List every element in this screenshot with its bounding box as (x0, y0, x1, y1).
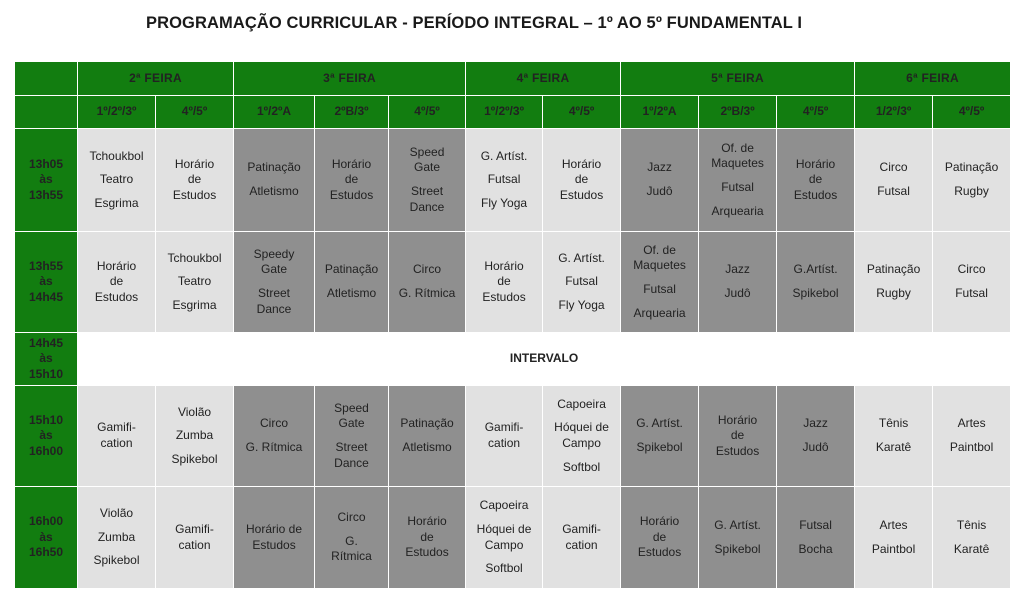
time-line: às (39, 172, 53, 187)
activity-cell (777, 232, 855, 333)
line-spacer (857, 278, 930, 286)
activity-line: Circo (879, 160, 908, 175)
activity-line: cation (100, 436, 133, 450)
line-spacer (545, 452, 618, 460)
activity-line: Arquearia (711, 203, 764, 218)
line-spacer (391, 432, 463, 440)
activity-line: Violão (177, 404, 212, 419)
activity-line: Judô (724, 286, 751, 300)
time-line: 13h05 (28, 156, 64, 171)
activity-line: Atletismo (402, 440, 452, 454)
activity-line: Tênis (956, 517, 987, 532)
line-spacer (701, 172, 774, 180)
schedule-row (15, 386, 1011, 487)
activity-cell (466, 386, 543, 487)
activity-cell (234, 232, 315, 333)
activity-cell (621, 487, 699, 589)
time-line: às (39, 428, 53, 443)
activity-line: Atletismo (326, 286, 377, 300)
activity-line: Horário (795, 156, 836, 171)
activity-cell (78, 129, 156, 232)
class-header: 4º/5º (389, 96, 466, 129)
activity-cell (699, 386, 777, 487)
activity-line: Fly Yoga (481, 195, 528, 210)
time-line: 16h00 (28, 514, 64, 529)
line-spacer (391, 278, 463, 286)
time-slot-cell (15, 487, 78, 589)
line-spacer (236, 278, 312, 286)
activity-cell (234, 129, 315, 232)
activity-line: Dance (409, 199, 445, 214)
activity-line: Campo (562, 436, 601, 450)
activity-line: Street (411, 184, 444, 198)
activity-line: Paintbol (871, 541, 916, 556)
line-spacer (545, 412, 618, 420)
activity-cell (699, 487, 777, 589)
activity-line: Jazz (647, 160, 672, 175)
activity-cell (933, 487, 1011, 589)
line-spacer (623, 176, 696, 184)
activity-line: de (420, 529, 434, 544)
activity-line: Horário (407, 514, 447, 529)
activity-line: Rugby (954, 184, 989, 198)
activity-cell (777, 129, 855, 232)
activity-line: Spikebol (714, 541, 761, 556)
activity-cell (543, 129, 621, 232)
activity-line: Futsal (487, 172, 521, 187)
activity-cell (389, 232, 466, 333)
class-header: 1/2º/3º (855, 96, 933, 129)
activity-line: Fly Yoga (558, 297, 605, 312)
activity-line: Street (258, 286, 291, 300)
activity-line: Gamifi- (484, 420, 524, 435)
activity-line: Spikebol (171, 451, 218, 466)
class-header: 1º/2º/3º (466, 96, 543, 129)
line-spacer (701, 196, 774, 204)
activity-line: Softbol (562, 459, 601, 474)
activity-line: Spikebol (792, 286, 839, 300)
activity-line: de (497, 274, 511, 289)
activity-line: de (730, 428, 745, 443)
time-line: 14h45 (28, 289, 64, 304)
activity-line: de (652, 529, 667, 544)
line-spacer (545, 290, 618, 298)
activity-line: Jazz (725, 262, 750, 277)
activity-cell (543, 487, 621, 589)
activity-line: Horário (96, 258, 137, 273)
activity-line: Circo (413, 262, 442, 277)
time-line: 15h10 (28, 412, 64, 427)
activity-line: Estudos (559, 187, 604, 202)
line-spacer (545, 266, 618, 274)
activity-line: Violão (99, 506, 134, 521)
activity-line: Patinação (247, 160, 301, 175)
activity-line: Karatê (875, 440, 912, 454)
activity-line: de (187, 172, 202, 187)
class-header-row (15, 96, 1011, 129)
activity-line: Dance (334, 455, 369, 470)
day-header: 6ª FEIRA (855, 62, 1011, 96)
activity-cell (933, 129, 1011, 232)
activity-line: Of. de (643, 242, 676, 257)
line-spacer (158, 290, 231, 298)
activity-cell (156, 232, 234, 333)
activity-line: G. Rítmica (245, 440, 303, 454)
activity-line: Zumba (97, 529, 136, 544)
activity-cell (156, 386, 234, 487)
activity-line: Hóquei de (476, 521, 532, 536)
time-slot-cell (15, 129, 78, 232)
class-header: 4º/5º (156, 96, 234, 129)
activity-line: Gate (261, 262, 288, 277)
time-line: 16h50 (28, 545, 64, 560)
line-spacer (158, 444, 231, 452)
activity-line: Futsal (799, 517, 832, 532)
activity-line: Estudos (715, 443, 760, 458)
activity-cell (234, 487, 315, 589)
class-header: 4º/5º (777, 96, 855, 129)
activity-line: G. Artíst. (480, 148, 528, 163)
activity-line: Tchoukbol (167, 250, 222, 265)
class-header: 2ºB/3º (315, 96, 389, 129)
time-line: às (39, 274, 53, 289)
time-line: 13h55 (28, 258, 64, 273)
day-header-row (15, 62, 1011, 96)
schedule-row (15, 487, 1011, 589)
activity-cell (315, 487, 389, 589)
activity-line: de (109, 274, 124, 289)
activity-cell (315, 129, 389, 232)
line-spacer (468, 514, 540, 522)
line-spacer (158, 420, 231, 428)
class-header: 4º/5º (543, 96, 621, 129)
line-spacer (779, 534, 852, 542)
page-title: PROGRAMAÇÃO CURRICULAR - PERÍODO INTEGRAL – 1º AO 5º FUNDAMENTAL I (146, 14, 803, 32)
activity-line: Rítmica (331, 549, 372, 564)
activity-cell (621, 129, 699, 232)
activity-line: Horário (639, 514, 680, 529)
line-spacer (701, 278, 774, 286)
activity-line: Artes (879, 517, 908, 532)
class-header: 1º/2ºA (621, 96, 699, 129)
schedule-table (14, 61, 1011, 589)
activity-line: Spikebol (636, 440, 683, 454)
activity-line: Estudos (637, 545, 682, 560)
time-slot-cell (15, 386, 78, 487)
activity-line: G. Artíst. (636, 416, 683, 431)
activity-line: Estudos (793, 187, 838, 202)
activity-line: Esgrima (94, 195, 139, 210)
activity-cell (855, 129, 933, 232)
activity-line: Futsal (721, 180, 754, 194)
line-spacer (80, 164, 153, 172)
activity-line: Artes (957, 416, 986, 431)
activity-cell (466, 487, 543, 589)
activity-line: de (574, 172, 589, 187)
line-spacer (857, 176, 930, 184)
activity-line: Arquearia (633, 305, 686, 320)
activity-cell (78, 386, 156, 487)
activity-line: cation (488, 436, 521, 450)
activity-line: Softbol (485, 561, 523, 576)
activity-cell (699, 232, 777, 333)
activity-line: Campo (484, 537, 524, 552)
activity-line: Rugby (876, 286, 911, 300)
line-spacer (468, 164, 540, 172)
activity-cell (621, 386, 699, 487)
activity-line: Circo (337, 510, 366, 525)
day-header: 4ª FEIRA (466, 62, 621, 96)
time-line: 15h10 (28, 366, 64, 381)
activity-line: Atletismo (249, 184, 299, 198)
schedule-row (15, 129, 1011, 232)
time-line: 13h55 (28, 187, 64, 202)
activity-cell (699, 129, 777, 232)
activity-line: Bocha (798, 541, 833, 556)
activity-cell (466, 232, 543, 333)
activity-line: Estudos (94, 289, 139, 304)
line-spacer (935, 278, 1008, 286)
activity-line: Dance (256, 301, 292, 316)
line-spacer (236, 176, 312, 184)
activity-line: Zumba (175, 428, 214, 443)
line-spacer (623, 274, 696, 282)
activity-line: Estudos (329, 187, 374, 202)
activity-cell (389, 386, 466, 487)
break-row (15, 333, 1011, 386)
activity-line: Judô (646, 184, 673, 198)
activity-line: G. Artíst. (714, 517, 761, 532)
activity-line: Paintbol (949, 440, 994, 454)
day-header: 2ª FEIRA (78, 62, 234, 96)
line-spacer (317, 432, 386, 440)
activity-cell (777, 487, 855, 589)
activity-line: cation (565, 537, 598, 552)
activity-line: Estudos (482, 289, 526, 304)
activity-line: Tênis (878, 416, 909, 431)
activity-line: Estudos (252, 537, 296, 552)
activity-line: Speedy (253, 246, 295, 261)
activity-line: de (808, 172, 823, 187)
activity-line: G. Artíst. (558, 250, 605, 265)
activity-line: Judô (802, 440, 829, 454)
activity-line: Capoeira (557, 396, 606, 411)
break-time-cell (15, 333, 78, 386)
activity-line: Futsal (565, 274, 598, 289)
line-spacer (468, 188, 540, 196)
activity-line: Street (335, 440, 368, 454)
activity-line: Hóquei de (554, 420, 609, 435)
activity-line: Gamifi- (97, 420, 136, 435)
activity-line: Gamifi- (175, 521, 214, 536)
activity-line: Horário (717, 412, 758, 427)
activity-cell (315, 232, 389, 333)
line-spacer (935, 432, 1008, 440)
activity-line: Estudos (405, 545, 449, 560)
line-spacer (935, 534, 1008, 542)
class-header: 1º/2º/3º (78, 96, 156, 129)
activity-cell (234, 386, 315, 487)
line-spacer (623, 432, 696, 440)
line-spacer (857, 534, 930, 542)
time-line: às (39, 529, 53, 544)
day-header: 5ª FEIRA (621, 62, 855, 96)
activity-cell (621, 232, 699, 333)
class-header: 4º/5º (933, 96, 1011, 129)
activity-line: Patinação (400, 416, 454, 431)
break-label: INTERVALO (78, 333, 1011, 386)
activity-line: Capoeira (479, 498, 529, 513)
activity-line: de (344, 172, 359, 187)
activity-line: Maquetes (711, 156, 764, 171)
line-spacer (935, 176, 1008, 184)
line-spacer (779, 278, 852, 286)
activity-line: Horário (484, 258, 524, 273)
activity-line: Patinação (866, 262, 921, 277)
class-header: 1º/2ºA (234, 96, 315, 129)
activity-line: G.Artíst. (793, 262, 838, 277)
activity-line: Gate (338, 416, 365, 431)
schedule-row (15, 232, 1011, 333)
activity-line: Tchoukbol (89, 148, 144, 163)
activity-cell (855, 386, 933, 487)
activity-line: Esgrima (172, 297, 217, 312)
activity-line: Circo (957, 262, 986, 277)
line-spacer (80, 545, 153, 553)
activity-cell (543, 386, 621, 487)
activity-line: Estudos (172, 187, 217, 202)
time-slot-cell (15, 232, 78, 333)
line-spacer (779, 432, 852, 440)
activity-cell (777, 386, 855, 487)
line-spacer (317, 278, 386, 286)
activity-line: Futsal (643, 282, 676, 296)
activity-line: Teatro (99, 172, 134, 187)
activity-line: Patinação (944, 160, 999, 175)
time-line: 16h00 (28, 443, 64, 458)
activity-line: Gate (414, 160, 441, 175)
activity-line: Maquetes (633, 258, 686, 273)
activity-cell (78, 232, 156, 333)
line-spacer (317, 526, 386, 534)
activity-line: G. Rítmica (398, 286, 456, 300)
activity-cell (315, 386, 389, 487)
activity-line: cation (178, 537, 211, 552)
activity-cell (855, 487, 933, 589)
activity-line: Horário (561, 156, 602, 171)
activity-line: Futsal (877, 184, 910, 198)
activity-cell (466, 129, 543, 232)
activity-line: Spikebol (93, 553, 140, 568)
line-spacer (701, 534, 774, 542)
corner-cell (15, 96, 78, 129)
activity-cell (389, 487, 466, 589)
activity-line: Circo (260, 416, 289, 431)
activity-cell (933, 232, 1011, 333)
activity-line: Futsal (955, 286, 988, 300)
line-spacer (236, 432, 312, 440)
activity-cell (156, 129, 234, 232)
activity-cell (543, 232, 621, 333)
activity-cell (389, 129, 466, 232)
activity-line: Gamifi- (562, 521, 601, 536)
line-spacer (391, 176, 463, 184)
line-spacer (468, 553, 540, 561)
activity-cell (156, 487, 234, 589)
line-spacer (857, 432, 930, 440)
line-spacer (623, 298, 696, 306)
day-header: 3ª FEIRA (234, 62, 466, 96)
activity-line: Horário de (246, 521, 303, 536)
activity-cell (933, 386, 1011, 487)
activity-line: Patinação (324, 262, 379, 277)
activity-cell (855, 232, 933, 333)
activity-cell (78, 487, 156, 589)
activity-line: G. (345, 533, 358, 548)
line-spacer (80, 522, 153, 530)
activity-line: Of. de (721, 140, 754, 155)
activity-line: Jazz (803, 416, 828, 431)
activity-line: Teatro (177, 274, 212, 289)
activity-line: Horário (174, 156, 215, 171)
activity-line: Speed (409, 144, 445, 159)
activity-line: Horário (331, 156, 372, 171)
time-line: às (39, 351, 53, 366)
line-spacer (80, 188, 153, 196)
time-line: 14h45 (28, 335, 64, 350)
activity-line: Speed (334, 400, 369, 415)
activity-line: Karatê (953, 541, 990, 556)
corner-cell (15, 62, 78, 96)
line-spacer (158, 266, 231, 274)
class-header: 2ºB/3º (699, 96, 777, 129)
